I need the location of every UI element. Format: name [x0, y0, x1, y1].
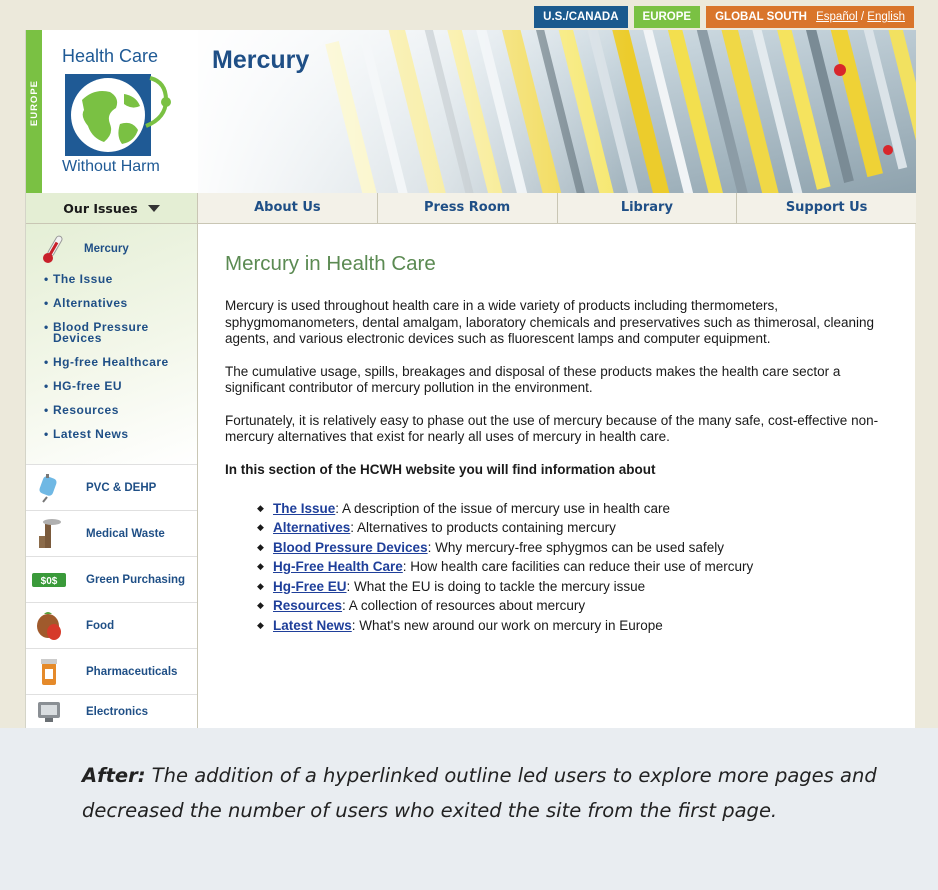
subnav-alternatives[interactable]: • Alternatives	[44, 298, 194, 309]
outline-link-blood-pressure-devices[interactable]: Blood Pressure Devices	[273, 539, 428, 555]
subnav-the-issue[interactable]: • The Issue	[44, 274, 194, 285]
outline-desc: : A description of the issue of mercury use in health care	[335, 500, 670, 516]
main-content	[198, 224, 916, 728]
outline-desc: : How health care facilities can reduce their use of mercury	[402, 559, 754, 574]
page-title: Mercury in Health Care	[225, 252, 436, 275]
our-issues-label: Our Issues	[63, 200, 138, 216]
section-outline	[257, 499, 916, 636]
lang-separator: /	[860, 11, 865, 23]
region-strip-label: EUROPE	[29, 80, 40, 127]
list-item	[257, 596, 916, 616]
subnav-hg-free-eu[interactable]: • HG-free EU	[44, 381, 194, 392]
sidebar-item-food[interactable]	[26, 602, 197, 648]
caption-lead: After:	[82, 764, 146, 787]
sidebar-item-label: Green Purchasing	[86, 573, 186, 586]
list-item	[257, 577, 916, 597]
svg-text:$0$: $0$	[40, 575, 58, 587]
site-header	[26, 30, 916, 193]
thermometer-icon	[40, 234, 66, 264]
tab-us-canada[interactable]: U.S./CANADA	[534, 6, 627, 28]
sidebar-item-pharmaceuticals[interactable]	[26, 648, 197, 694]
section-outline-heading: In this section of the HCWH website you will find information about	[225, 461, 656, 477]
site-logo[interactable]	[42, 30, 198, 193]
chevron-down-icon	[148, 205, 160, 212]
tab-global-south[interactable]	[706, 6, 914, 28]
sidebar-item-label: Pharmaceuticals	[86, 665, 178, 678]
intro-paragraph: Mercury is used throughout health care in a wide variety of products including thermometers, sphygmomanometers, dental amalgam, laboratory chemicals and preservatives such as thimerosal, cleaning agents, and various electronic devices such as fluorescent lamps and computer equipment.	[225, 298, 875, 346]
sidebar-item-medical-waste[interactable]	[26, 510, 197, 556]
subnav-latest-news[interactable]: • Latest News	[44, 429, 194, 440]
caption-text	[82, 758, 882, 828]
nav-about-us[interactable]: About Us	[198, 193, 378, 223]
list-item	[257, 616, 916, 636]
alternatives-paragraph: Fortunately, it is relatively easy to phase out the use of mercury because of the many safe, cost-effective non-mercury alternatives that exist for nearly all uses of mercury in health care.	[225, 412, 879, 444]
global-south-label: GLOBAL SOUTH	[715, 11, 807, 23]
sidebar-item-pvc-dehp[interactable]	[26, 464, 197, 510]
sidebar-current-section	[26, 224, 197, 464]
list-item	[257, 518, 916, 538]
sidebar-item-green-purchasing[interactable]	[26, 556, 197, 602]
figure-caption	[0, 728, 938, 890]
web-page	[25, 30, 915, 728]
outline-desc: : Why mercury-free sphygmos can be used safely	[427, 539, 724, 555]
region-strip	[26, 30, 42, 193]
sidebar-item-mercury[interactable]	[40, 234, 129, 264]
list-item	[257, 538, 916, 558]
list-item	[257, 557, 916, 577]
banner-title: Mercury	[212, 46, 310, 74]
list-item	[257, 499, 916, 519]
nav-press-room[interactable]: Press Room	[378, 193, 558, 223]
outline-desc: : What the EU is doing to tackle the mercury issue	[346, 578, 646, 594]
outline-link-alternatives[interactable]: Alternatives	[273, 520, 351, 535]
region-tabs	[534, 6, 914, 28]
issues-sidebar	[26, 224, 198, 728]
money-icon	[26, 557, 72, 603]
outline-link-hg-free-eu[interactable]: Hg-Free EU	[273, 578, 347, 594]
banner-image	[198, 30, 916, 193]
subnav-blood-pressure-devices[interactable]: • Blood Pressure Devices	[44, 322, 194, 344]
subnav-resources[interactable]: • Resources	[44, 405, 194, 416]
lang-english-link[interactable]: English	[867, 11, 905, 23]
nav-library[interactable]: Library	[558, 193, 738, 223]
outline-desc: : Alternatives to products containing mercury	[350, 520, 616, 535]
logo-text-top: Health Care	[62, 46, 159, 66]
subnav-hg-free-healthcare[interactable]: • Hg-free Healthcare	[44, 357, 194, 368]
sidebar-item-label: PVC & DEHP	[86, 481, 157, 494]
outline-link-resources[interactable]: Resources	[273, 598, 343, 613]
mercury-subnav	[44, 274, 194, 453]
outline-desc: : What's new around our work on mercury in Europe	[351, 617, 663, 633]
top-nav	[26, 193, 916, 224]
tab-europe[interactable]: EUROPE	[634, 6, 701, 28]
sidebar-item-mercury-label: Mercury	[84, 243, 129, 255]
outline-desc: : A collection of resources about mercury	[342, 598, 586, 613]
caption-body: The addition of a hyperlinked outline led users to explore more pages and decreased the number of users who exited the site from the first page.	[82, 764, 877, 822]
nav-support-us[interactable]: Support Us	[785, 200, 868, 215]
sidebar-item-label: Food	[86, 619, 115, 632]
outline-link-latest-news[interactable]: Latest News	[273, 617, 352, 633]
lang-espanol-link[interactable]: Español	[816, 11, 858, 23]
impact-paragraph: The cumulative usage, spills, breakages and disposal of these products makes the health care sector a significant contributor of mercury pollution in the environment.	[225, 363, 841, 395]
globe-stethoscope-icon	[62, 72, 178, 158]
smokestack-icon	[26, 511, 72, 557]
sidebar-item-electronics[interactable]	[26, 694, 197, 728]
food-icon	[26, 603, 72, 649]
iv-bag-icon	[26, 465, 72, 511]
our-issues-menu[interactable]	[26, 193, 198, 223]
outline-link-hg-free-health-care[interactable]: Hg-Free Health Care	[273, 559, 403, 574]
sidebar-item-label: Medical Waste	[86, 527, 165, 540]
sidebar-item-label: Electronics	[86, 705, 148, 718]
logo-text-bottom: Without Harm	[62, 158, 160, 175]
outline-link-the-issue[interactable]: The Issue	[273, 500, 336, 516]
